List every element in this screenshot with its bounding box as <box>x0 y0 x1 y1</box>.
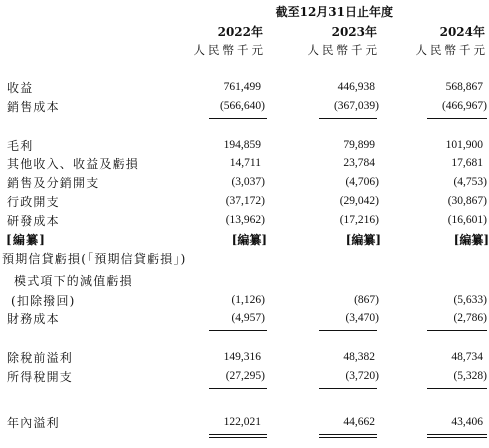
row-label-redacted: [編纂] <box>6 233 47 247</box>
period-header: 截至12月31日止年度 <box>275 5 393 19</box>
row-label-gross-profit: 毛利 <box>7 139 34 153</box>
cell-other-income-2022: 14,711 <box>229 157 261 169</box>
rule-after-income-tax-2024 <box>427 388 487 389</box>
double-rule-top-2023 <box>319 434 377 435</box>
year-header-2024: 2024年 <box>439 25 485 39</box>
unit-header-2024: 人民幣千元 <box>415 43 488 57</box>
cell-profit-for-year-2024: 43,406 <box>451 416 483 428</box>
year-header-2022: 2022年 <box>217 25 263 39</box>
cell-admin-expenses-2024: (30,867) <box>447 195 487 207</box>
double-rule-bottom-2022 <box>209 437 267 438</box>
cell-selling-expenses-2022: (3,037) <box>231 176 265 188</box>
cell-admin-expenses-2022: (37,172) <box>225 195 265 207</box>
rule-after-finance-costs-2023 <box>319 330 377 331</box>
row-label-cost-of-sales: 銷售成本 <box>7 100 60 114</box>
cell-gross-profit-2024: 101,900 <box>445 139 483 151</box>
row-label-ecl-line3: (扣除撥回) <box>11 294 76 308</box>
cell-profit-before-tax-2024: 48,734 <box>451 351 483 363</box>
row-label-selling-expenses: 銷售及分銷開支 <box>7 176 100 190</box>
cell-cost-of-sales-2022: (566,640) <box>219 100 265 112</box>
unit-header-2023: 人民幣千元 <box>307 43 380 57</box>
cell-finance-costs-2022: (4,957) <box>231 312 265 324</box>
row-label-profit-before-tax: 除稅前溢利 <box>7 351 74 365</box>
cell-profit-for-year-2023: 44,662 <box>343 416 375 428</box>
cell-cost-of-sales-2024: (466,967) <box>441 100 487 112</box>
cell-rnd-costs-2024: (16,601) <box>447 214 487 226</box>
cell-rnd-costs-2022: (13,962) <box>225 214 265 226</box>
cell-profit-before-tax-2023: 48,382 <box>343 351 375 363</box>
row-label-profit-for-year: 年內溢利 <box>7 416 60 430</box>
year-header-2023: 2023年 <box>331 25 377 39</box>
row-label-other-income: 其他收入、收益及虧損 <box>7 157 140 171</box>
row-label-ecl-line1: 預期信貸虧損(「預期信貸虧損」) <box>2 252 187 266</box>
cell-admin-expenses-2023: (29,042) <box>339 195 379 207</box>
cell-ecl-2023: (867) <box>354 294 379 306</box>
cell-finance-costs-2024: (2,786) <box>453 312 487 324</box>
row-label-revenue: 收益 <box>7 81 34 95</box>
unit-header-2022: 人民幣千元 <box>193 43 266 57</box>
double-rule-top-2024 <box>427 434 487 435</box>
row-label-finance-costs: 財務成本 <box>7 312 60 326</box>
cell-selling-expenses-2024: (4,753) <box>453 176 487 188</box>
row-label-rnd-costs: 研發成本 <box>7 214 60 228</box>
row-label-ecl-line2: 模式項下的減值虧損 <box>14 274 133 288</box>
rule-after-income-tax-2023 <box>319 388 377 389</box>
cell-income-tax-2023: (3,720) <box>345 370 379 382</box>
cell-selling-expenses-2023: (4,706) <box>345 176 379 188</box>
cell-profit-before-tax-2022: 149,316 <box>223 351 261 363</box>
rule-after-finance-costs-2024 <box>427 330 487 331</box>
rule-after-cost-of-sales-2023 <box>319 118 377 119</box>
cell-income-tax-2024: (5,328) <box>453 370 487 382</box>
rule-after-income-tax-2022 <box>209 388 267 389</box>
cell-other-income-2023: 23,784 <box>343 157 375 169</box>
double-rule-top-2022 <box>209 434 267 435</box>
cell-gross-profit-2022: 194,859 <box>223 139 261 151</box>
cell-rnd-costs-2023: (17,216) <box>339 214 379 226</box>
cell-revenue-2023: 446,938 <box>337 81 375 93</box>
cell-redacted-2022: [編纂] <box>231 233 267 247</box>
rule-after-cost-of-sales-2022 <box>209 118 267 119</box>
cell-redacted-2023: [編纂] <box>345 233 381 247</box>
double-rule-bottom-2024 <box>427 437 487 438</box>
cell-finance-costs-2023: (3,470) <box>345 312 379 324</box>
cell-revenue-2024: 568,867 <box>445 81 483 93</box>
cell-cost-of-sales-2023: (367,039) <box>333 100 379 112</box>
cell-other-income-2024: 17,681 <box>451 157 483 169</box>
cell-profit-for-year-2022: 122,021 <box>223 416 261 428</box>
row-label-admin-expenses: 行政開支 <box>7 195 60 209</box>
double-rule-bottom-2023 <box>319 437 377 438</box>
cell-gross-profit-2023: 79,899 <box>343 139 375 151</box>
rule-after-finance-costs-2022 <box>209 330 267 331</box>
row-label-income-tax: 所得稅開支 <box>7 370 74 384</box>
cell-income-tax-2022: (27,295) <box>225 370 265 382</box>
cell-redacted-2024: [編纂] <box>453 233 489 247</box>
cell-ecl-2022: (1,126) <box>231 294 265 306</box>
cell-ecl-2024: (5,633) <box>453 294 487 306</box>
rule-after-cost-of-sales-2024 <box>427 118 487 119</box>
cell-revenue-2022: 761,499 <box>223 81 261 93</box>
